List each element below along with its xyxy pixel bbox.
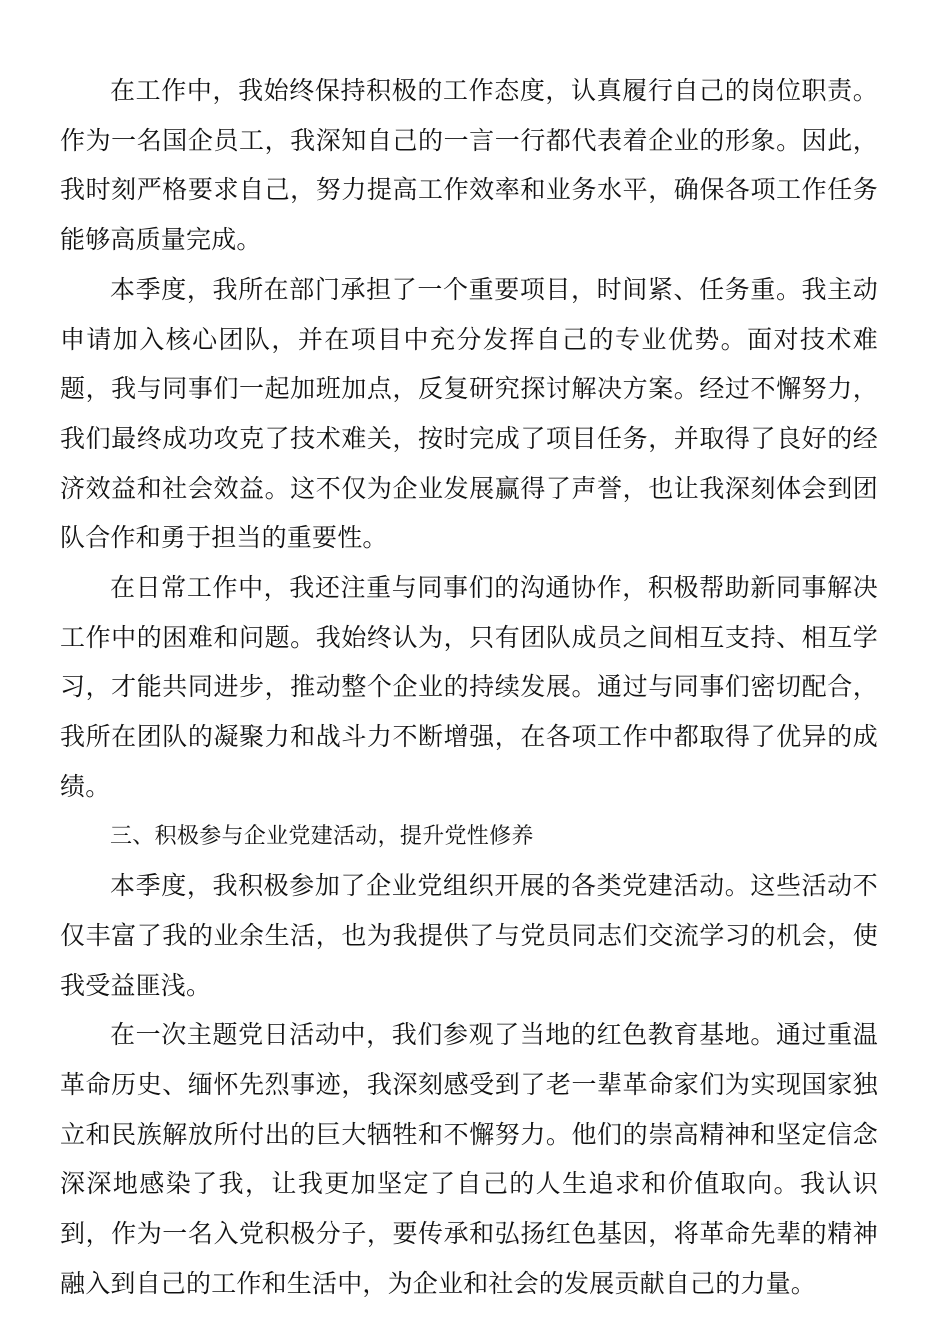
paragraph-key-project: 本季度，我所在部门承担了一个重要项目，时间紧、任务重。我主动申请加入核心团队，并在项目中充分发挥自己的专业优势。面对技术难题，我与同事们一起加班加点，反复研究探讨解决方案。经过不懈努力，我们最终成功攻克了技术难关，按时完成了项目任务，并取得了良好的经济效益和社会效益。这不仅为企业发展赢得了声誉，也让我深刻体会到团队合作和勇于担当的重要性。 xyxy=(60,274,878,553)
paragraph-team-collaboration: 在日常工作中，我还注重与同事们的沟通协作，积极帮助新同事解决工作中的困难和问题。我始终认为，只有团队成员之间相互支持、相互学习，才能共同进步，推动整个企业的持续发展。通过与同事们密切配合，我所在团队的凝聚力和战斗力不断增强，在各项工作中都取得了优异的成绩。 xyxy=(60,573,878,801)
paragraph-party-activities: 本季度，我积极参加了企业党组织开展的各类党建活动。这些活动不仅丰富了我的业余生活，也为我提供了与党员同志们交流学习的机会，使我受益匪浅。 xyxy=(60,871,878,1000)
paragraph-work-attitude: 在工作中，我始终保持积极的工作态度，认真履行自己的岗位职责。作为一名国企员工，我深知自己的一言一行都代表着企业的形象。因此，我时刻严格要求自己，努力提高工作效率和业务水平，确保各项工作任务能够高质量完成。 xyxy=(60,76,878,255)
paragraph-red-education: 在一次主题党日活动中，我们参观了当地的红色教育基地。通过重温革命历史、缅怀先烈事迹，我深刻感受到了老一辈革命家们为实现国家独立和民族解放所付出的巨大牺牲和不懈努力。他们的崇高精神和坚定信念深深地感染了我，让我更加坚定了自己的人生追求和价值取向。我认识到，作为一名入党积极分子，要传承和弘扬红色基因，将革命先辈的精神融入到自己的工作和生活中，为企业和社会的发展贡献自己的力量。 xyxy=(60,1020,878,1298)
section-heading-party-building: 三、积极参与企业党建活动，提升党性修养 xyxy=(110,823,534,849)
document-page xyxy=(60,66,878,1309)
